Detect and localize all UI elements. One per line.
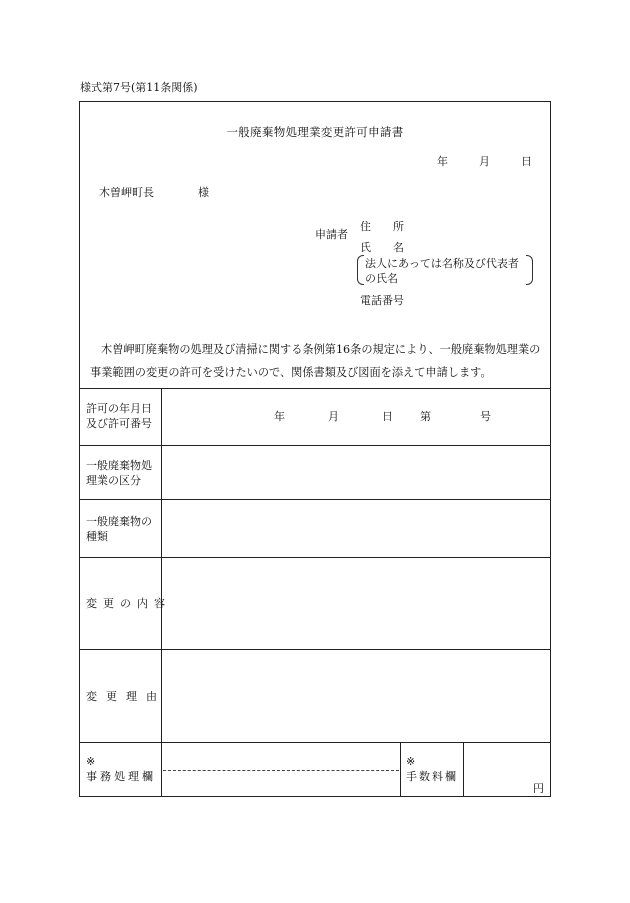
permit-label-line1: 許可の年月日	[86, 402, 152, 415]
fee-mark: ※	[406, 755, 416, 768]
permit-day: 日	[382, 410, 393, 423]
change-content-label: 変更の内容	[86, 597, 171, 610]
statement-line2: 事業範囲の変更の許可を受けたいので、関係書類及び図面を添えて申請します。	[90, 366, 492, 379]
fee-field[interactable]	[464, 743, 551, 796]
fee-unit: 円	[533, 782, 544, 795]
change-reason-label: 変更理由	[86, 690, 166, 703]
office-mark: ※	[86, 755, 96, 768]
permit-number-prefix: 第	[420, 410, 431, 423]
addressee-honorific: 様	[198, 186, 209, 199]
left-bracket	[357, 255, 364, 285]
permit-number-suffix: 号	[480, 410, 491, 423]
change-content-field[interactable]	[162, 558, 551, 648]
fee-label-text: 手数料欄	[406, 770, 458, 783]
name-label: 氏 名	[360, 241, 404, 254]
date-day: 日	[521, 155, 532, 168]
waste-type-label	[86, 514, 152, 544]
waste-type-label-line1: 一般廃棄物の	[86, 515, 152, 528]
fee-label	[406, 754, 458, 784]
office-use-field[interactable]	[162, 743, 399, 796]
form-number: 様式第7号(第11条関係)	[80, 81, 198, 94]
permit-value-field[interactable]	[162, 389, 551, 444]
permit-label-line2: 及び許可番号	[86, 417, 152, 430]
statement-line1: 木曽岬町廃棄物の処理及び清掃に関する条例第16条の規定により、一般廃棄物処理業の	[101, 343, 541, 356]
right-bracket	[526, 255, 533, 285]
permit-year: 年	[274, 410, 285, 423]
corporate-note	[357, 253, 533, 285]
address-label: 住 所	[360, 220, 404, 233]
category-label-line1: 一般廃棄物処	[86, 459, 152, 472]
addressee-name: 木曽岬町長	[99, 186, 154, 199]
permit-label	[86, 401, 152, 431]
category-label-line2: 理業の区分	[86, 474, 141, 487]
permit-month: 月	[328, 410, 339, 423]
change-reason-field[interactable]	[162, 650, 551, 741]
office-label: 事務処理欄	[86, 770, 156, 783]
addressee	[99, 184, 209, 200]
category-label	[86, 458, 152, 488]
office-use-label	[86, 754, 156, 784]
form-title: 一般廃棄物処理業変更許可申請書	[226, 125, 404, 139]
date-month: 月	[479, 155, 490, 168]
waste-type-field[interactable]	[162, 500, 551, 556]
corporate-note-line2: の氏名	[365, 272, 398, 285]
application-statement	[90, 338, 540, 384]
application-form	[79, 101, 551, 797]
date-year: 年	[437, 155, 448, 168]
corporate-note-line1: 法人にあっては名称及び代表者	[365, 257, 519, 270]
fee-column-rule	[400, 742, 401, 797]
date-line	[437, 153, 532, 169]
category-field[interactable]	[162, 446, 551, 498]
phone-label: 電話番号	[360, 294, 404, 307]
applicant-label: 申請者	[315, 228, 348, 241]
waste-type-label-line2: 種類	[86, 530, 108, 543]
